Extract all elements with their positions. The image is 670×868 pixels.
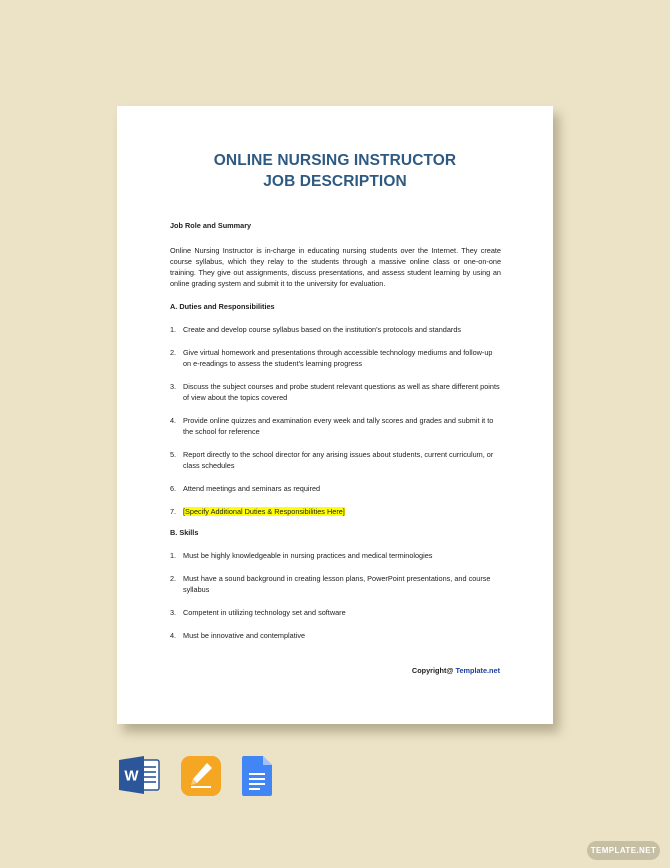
list-number: 1. (170, 325, 177, 334)
title-line-2: JOB DESCRIPTION (263, 173, 407, 190)
skill-item (170, 550, 501, 561)
list-number: 4. (170, 631, 177, 640)
skill-item (170, 607, 501, 618)
skills-list (170, 550, 501, 641)
google-docs-icon[interactable] (242, 756, 272, 796)
duty-item (170, 381, 501, 403)
document-page (117, 106, 553, 724)
list-number: 4. (170, 416, 177, 425)
duty-item (170, 347, 501, 369)
list-number: 5. (170, 450, 177, 459)
document-title (117, 150, 553, 192)
duty-text: Report directly to the school director for any arising issues about students, current curriculum, or class schedules (183, 450, 494, 470)
skill-item (170, 573, 501, 595)
skill-text: Must be innovative and contemplative (183, 631, 306, 640)
list-number: 3. (170, 608, 177, 617)
duty-item (170, 483, 501, 494)
duties-heading: A. Duties and Responsibilities (170, 302, 275, 311)
template-net-badge[interactable]: TEMPLATE.NET (587, 841, 660, 860)
summary-text: Online Nursing Instructor is in-charge in educating nursing students over the Internet. They create course syllabus, which they relay to the students through a massive online class or one-on-one training. They give out assignments, discuss presentations, and assess student learning by using an online grading system and submit it to the university for evaluation. (170, 246, 501, 288)
copyright-link[interactable]: Template.net (455, 666, 500, 675)
duty-item (170, 449, 501, 471)
duties-list (170, 324, 501, 517)
duty-item (170, 324, 501, 335)
list-number: 6. (170, 484, 177, 493)
copyright (412, 666, 500, 675)
skill-text: Must be highly knowledgeable in nursing practices and medical terminologies (183, 551, 433, 560)
list-number: 2. (170, 574, 177, 583)
skills-heading: B. Skills (170, 528, 199, 537)
duty-item (170, 506, 501, 517)
placeholder-highlight: [Specify Additional Duties & Responsibilities Here] (183, 507, 345, 516)
skill-text: Must have a sound background in creating lesson plans, PowerPoint presentations, and course syllabus (183, 574, 491, 594)
skill-text: Competent in utilizing technology set and software (183, 608, 346, 617)
duty-text: Discuss the subject courses and probe student relevant questions as well as share different points of view about the topics covered (183, 382, 500, 402)
list-number: 1. (170, 551, 177, 560)
word-icon[interactable] (119, 756, 161, 794)
duty-text: Attend meetings and seminars as required (183, 484, 321, 493)
pages-icon[interactable] (181, 756, 221, 796)
document-content (170, 220, 501, 653)
list-number: 3. (170, 382, 177, 391)
svg-text:W: W (124, 767, 139, 785)
copyright-prefix: Copyright@ (411, 666, 454, 675)
title-line-1: ONLINE NURSING INSTRUCTOR (213, 152, 457, 169)
duty-text: Create and develop course syllabus based on the institution's protocols and standards (183, 325, 462, 334)
duty-text: Give virtual homework and presentations through accessible technology mediums and follow-up on e-readings to assess the student's learning progress (183, 348, 493, 368)
list-number: 2. (170, 348, 177, 357)
duty-text: Provide online quizzes and examination every week and tally scores and grades and submit it to the school for reference (183, 416, 494, 436)
duty-item (170, 415, 501, 437)
list-number: 7. (170, 507, 177, 516)
skill-item (170, 630, 501, 641)
summary-heading: Job Role and Summary (170, 221, 252, 230)
